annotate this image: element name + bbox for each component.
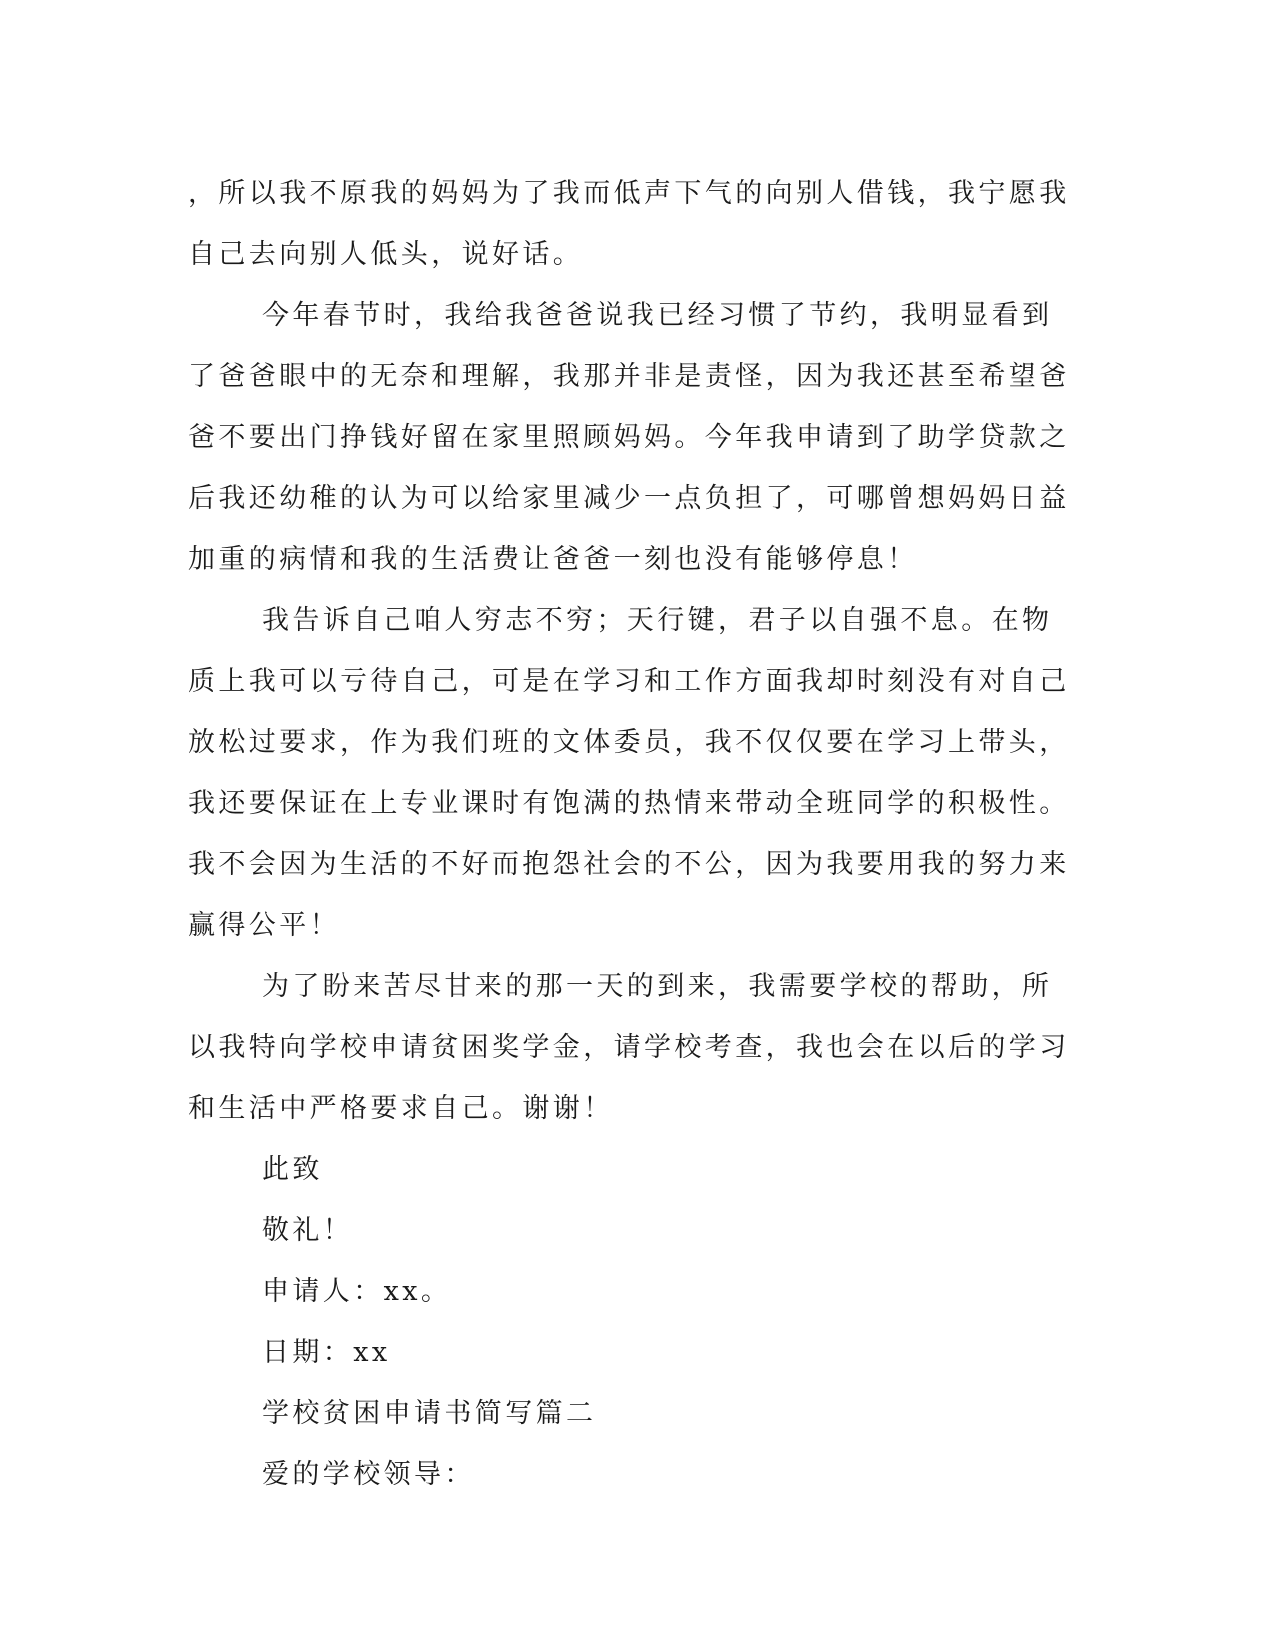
paragraph-2: 今年春节时，我给我爸爸说我已经习惯了节约，我明显看到了爸爸眼中的无奈和理解，我那并非是责怪，因为我还甚至希望爸爸不要出门挣钱好留在家里照顾妈妈。今年我申请到了助学贷款之后我还幼稚的认为可以给家里减少一点负担了，可哪曾想妈妈日益加重的病情和我的生活费让爸爸一刻也没有能够停息！ <box>188 300 1070 575</box>
paragraph-4: 为了盼来苦尽甘来的那一天的到来，我需要学校的帮助，所以我特向学校申请贫困奖学金，请学校考查，我也会在以后的学习和生活中严格要求自己。谢谢！ <box>188 971 1070 1124</box>
applicant-line: 申请人：xx。 <box>262 1276 452 1307</box>
date-line: 日期：xx <box>262 1337 391 1368</box>
document-body <box>188 163 1070 1505</box>
salute-line: 敬礼！ <box>262 1215 354 1246</box>
section-title: 学校贫困申请书简写篇二 <box>262 1398 597 1429</box>
greeting-line: 爱的学校领导： <box>262 1459 475 1490</box>
paragraph-3: 我告诉自己咱人穷志不穷；天行键，君子以自强不息。在物质上我可以亏待自己，可是在学习和工作方面我却时刻没有对自己放松过要求，作为我们班的文体委员，我不仅仅要在学习上带头，我还要保证在上专业课时有饱满的热情来带动全班同学的积极性。我不会因为生活的不好而抱怨社会的不公，因为我要用我的努力来赢得公平！ <box>188 605 1070 941</box>
closing-line: 此致 <box>262 1154 323 1185</box>
paragraph-1: ，所以我不原我的妈妈为了我而低声下气的向别人借钱，我宁愿我自己去向别人低头，说好话。 <box>188 178 1070 270</box>
